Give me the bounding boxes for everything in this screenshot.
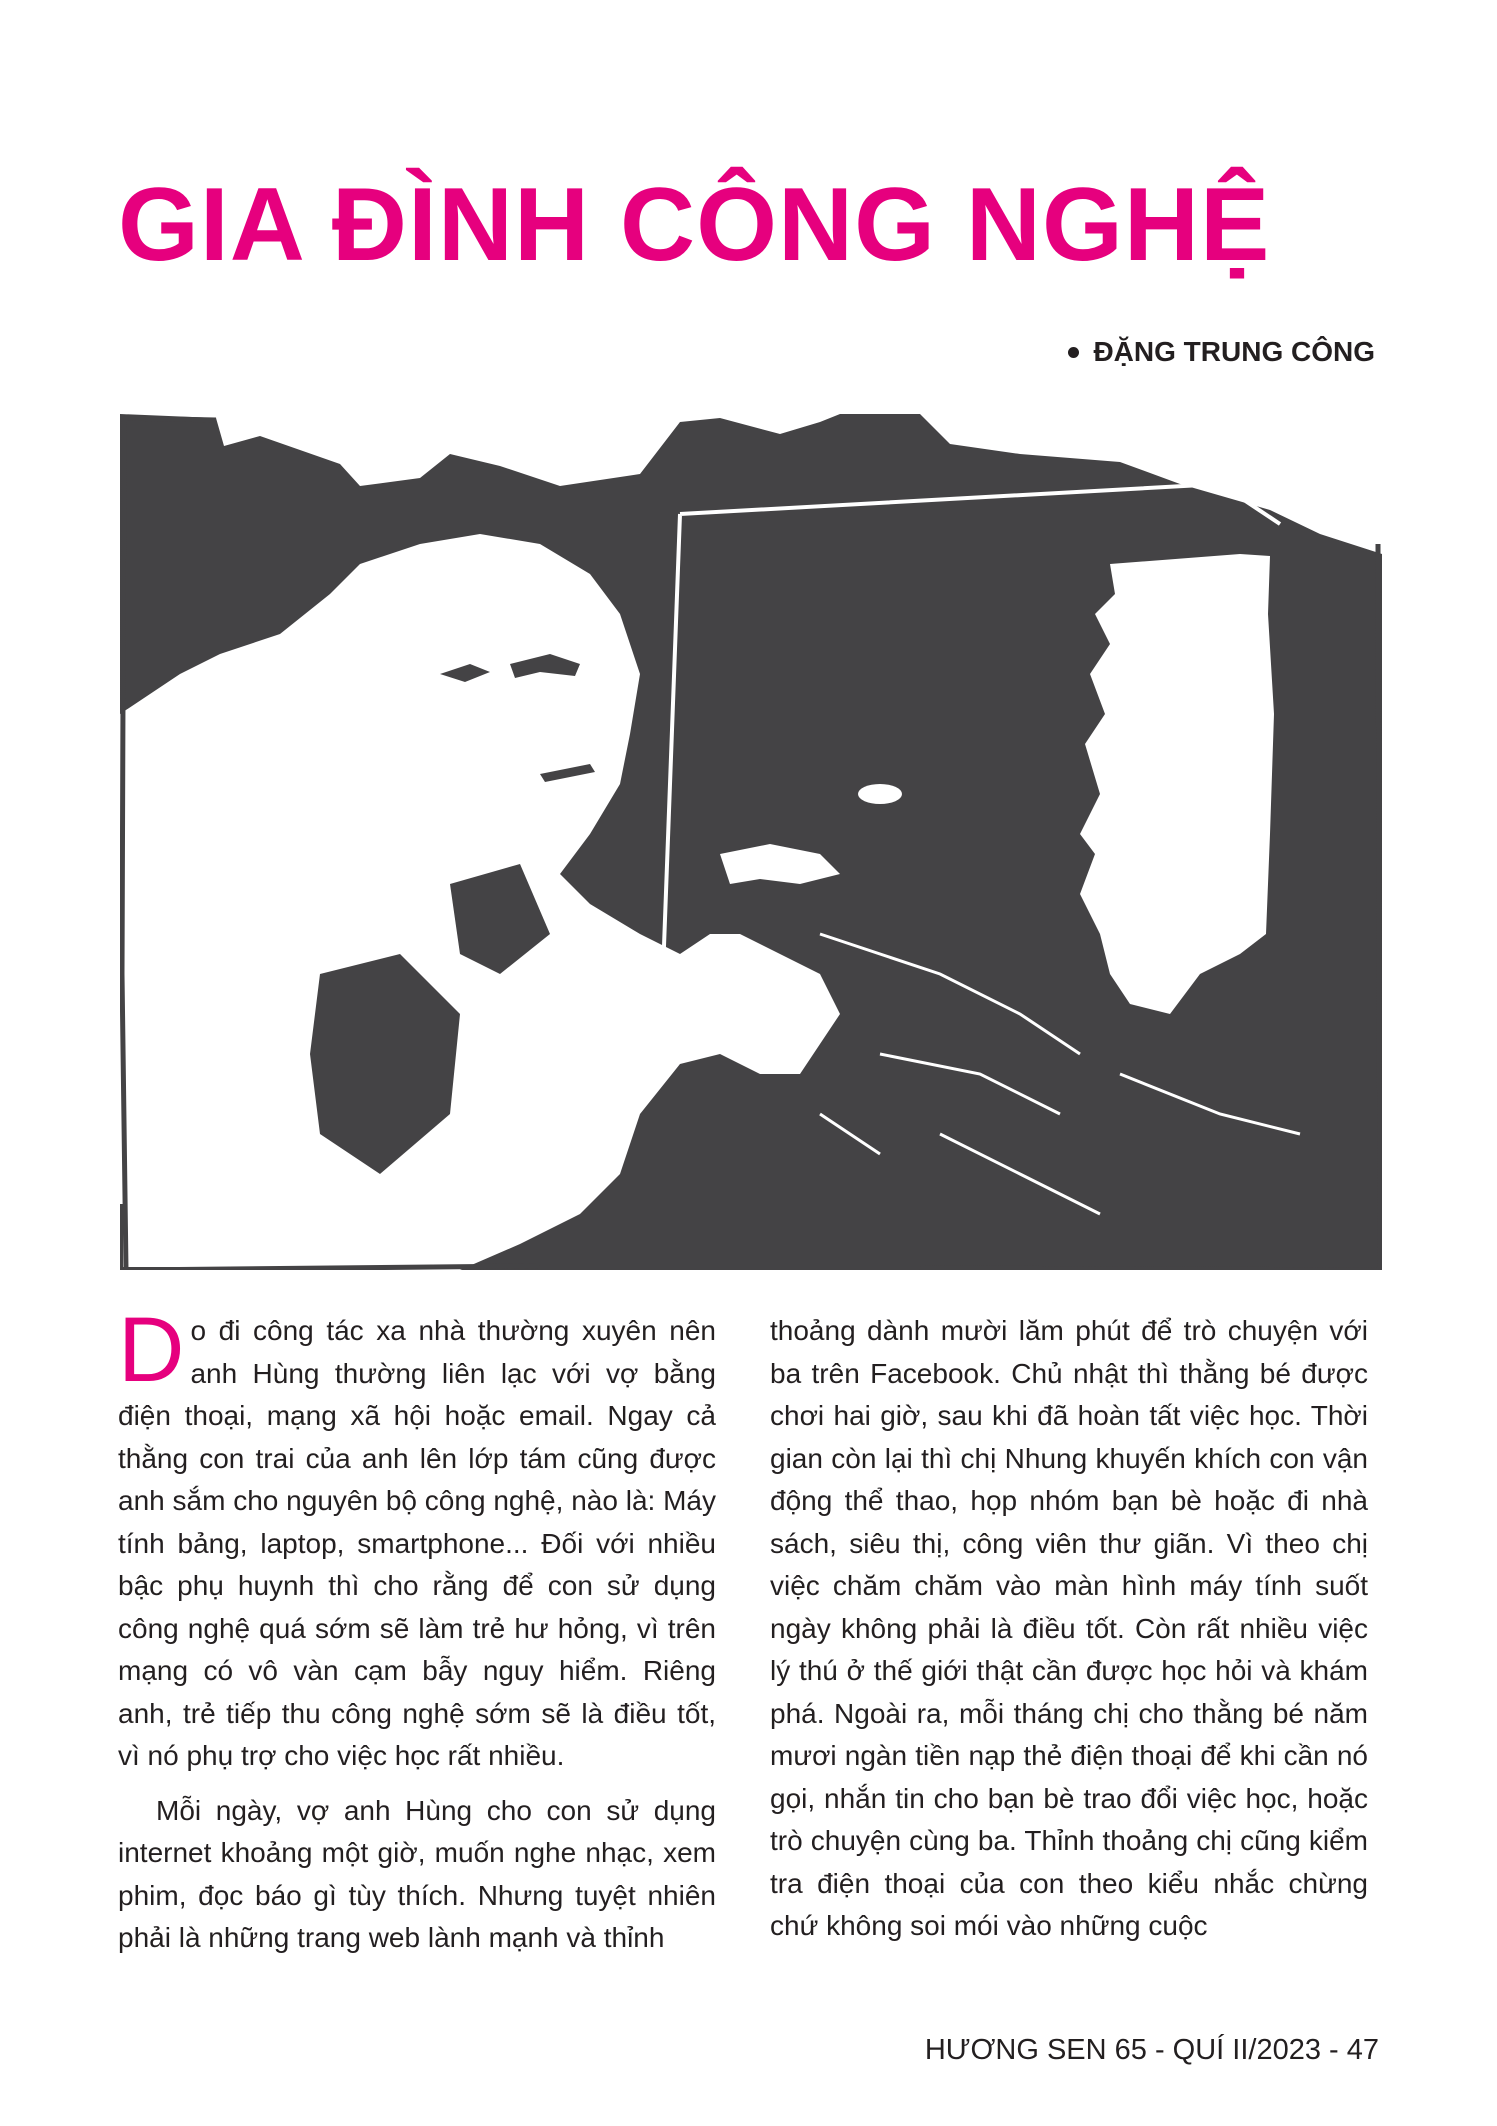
author-name: ĐẶNG TRUNG CÔNG (1093, 336, 1375, 367)
article-illustration (120, 414, 1382, 1270)
drop-cap: D (118, 1299, 185, 1401)
author-byline (1068, 336, 1375, 368)
page-footer: HƯƠNG SEN 65 - QUÍ II/2023 - 47 (924, 2034, 1379, 2066)
body-paragraph: thoảng dành mười lăm phút để trò chuyện với ba trên Facebook. Chủ nhật thì thằng bé được chơi hai giờ, sau khi đã hoàn tất việc học. Thời gian còn lại thì chị Nhung khuyến khích con vận động thể thao, họp nhóm bạn bè hoặc đi nhà sách, siêu thị, công viên thư giãn. Vì theo chị việc chăm chăm vào màn hình máy tính suốt ngày không phải là điều tốt. Còn rất nhiều việc lý thú ở thế giới thật cần được học hỏi và khám phá. Ngoài ra, mỗi tháng chị cho thằng bé năm mươi ngàn tiền nạp thẻ điện thoại để khi cần nó gọi, nhắn tin cho bạn bè trao đổi việc học, hoặc trò chuyện cùng ba. Thỉnh thoảng chị cũng kiểm tra điện thoại của con theo kiểu nhắc chừng chứ không soi mói vào những cuộc (770, 1315, 1368, 1941)
paragraph-text: o đi công tác xa nhà thường xuyên nên anh Hùng thường liên lạc với vợ bằng điện thoại, mạng xã hội hoặc email. Ngay cả thằng con trai của anh lên lớp tám cũng được anh sắm cho nguyên bộ công nghệ, nào là: Máy tính bảng, laptop, smartphone... Đối với nhiều bậc phụ huynh thì cho rằng để con sử dụng công nghệ quá sớm sẽ làm trẻ hư hỏng, vì trên mạng có vô vàn cạm bẫy nguy hiểm. Riêng anh, trẻ tiếp thu công nghệ sớm sẽ là điều tốt, vì nó phụ trợ cho việc học rất nhiều. (118, 1315, 716, 1771)
mouse-highlight (858, 784, 902, 804)
monitor-screen (1080, 554, 1274, 1014)
body-paragraph (118, 1299, 716, 1778)
article-column-left (118, 1299, 716, 1960)
body-paragraph: Mỗi ngày, vợ anh Hùng cho con sử dụng internet khoảng một giờ, muốn nghe nhạc, xem phim, đọc báo gì tùy thích. Nhưng tuyệt nhiên phải là những trang web lành mạnh và thỉnh (118, 1794, 716, 1953)
article-title: GIA ĐÌNH CÔNG NGHỆ (118, 167, 1271, 283)
bullet-icon (1068, 347, 1079, 358)
article-column-right (770, 1310, 1368, 1948)
